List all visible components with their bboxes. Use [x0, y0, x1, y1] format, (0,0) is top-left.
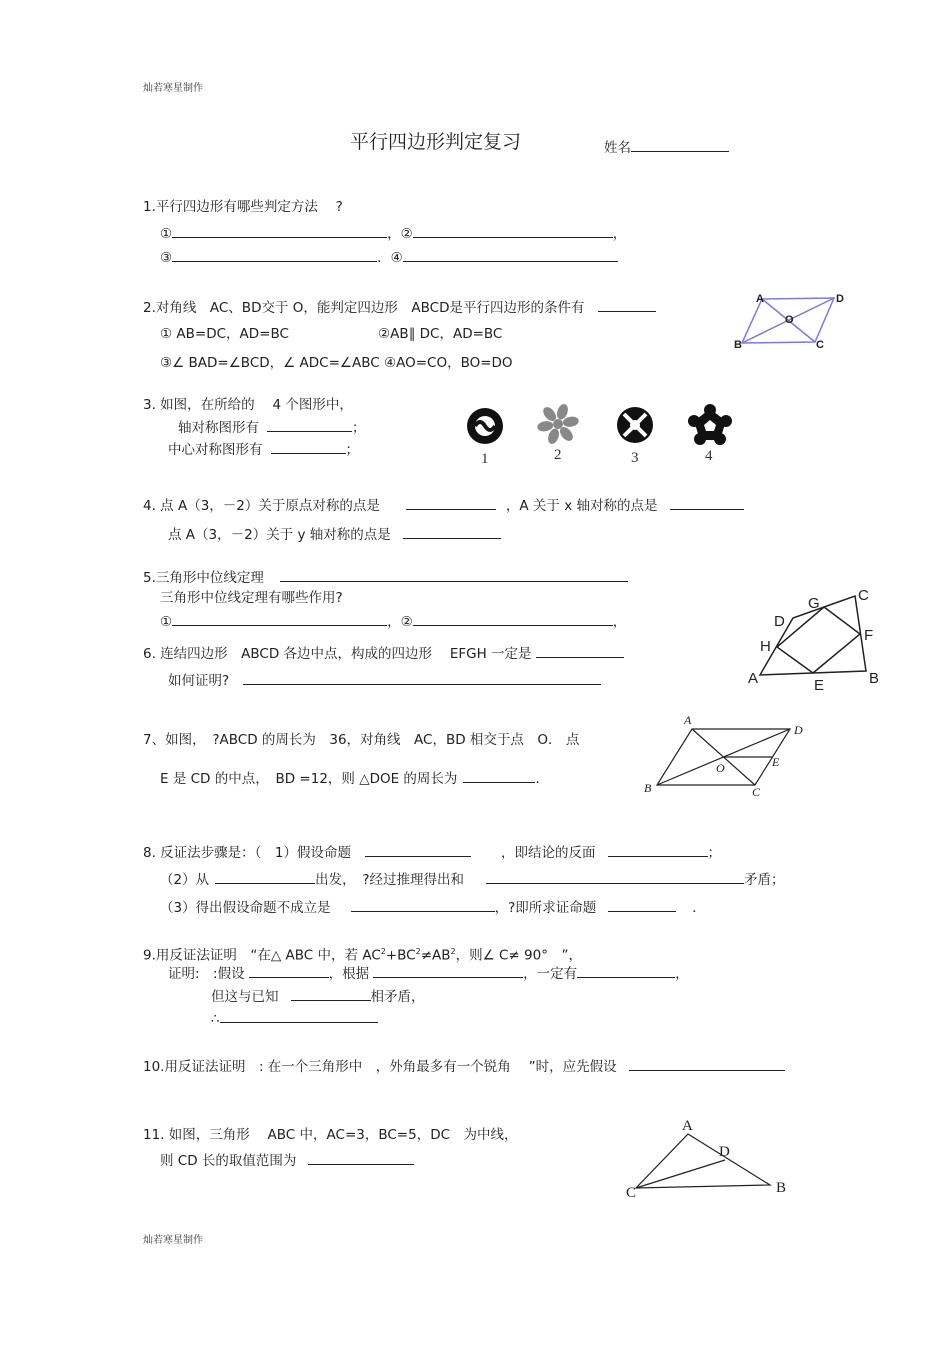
q1-line2: [160, 248, 618, 266]
figure-label-4: 4: [705, 448, 713, 464]
q4-blank3[interactable]: [403, 525, 501, 539]
q9-blank1[interactable]: [249, 964, 329, 978]
q10-blank[interactable]: [629, 1057, 785, 1071]
q6-quadrilateral-figure: [740, 580, 890, 690]
q11-label-b: B: [776, 1180, 787, 1196]
svg-text:B: B: [734, 339, 742, 351]
q4-l2: 点 A（3，－2）关于 y 轴对称的点是: [168, 527, 391, 543]
q11-l2: 则 CD 长的取值范围为: [160, 1153, 297, 1169]
q8-blank2[interactable]: [608, 843, 708, 857]
header-note: 灿若寒星制作: [143, 83, 203, 94]
q9-l4: ∴: [211, 1011, 220, 1027]
q8-l3c: ．: [692, 900, 706, 916]
q2-stem: 2.对角线 AC、BD交于 O，能判定四边形 ABCD是平行四边形的条件有: [143, 300, 585, 316]
figure-1-icon: [467, 408, 503, 444]
q4-mid: ，A 关于 x 轴对称的点是: [505, 498, 658, 514]
q5-stem: 5.三角形中位线定理: [143, 570, 264, 586]
q2-text: [143, 298, 656, 316]
figure-4-icon: [688, 404, 732, 445]
q9-b: +BC: [385, 947, 416, 964]
q8-l2c: 矛盾；: [744, 872, 785, 888]
q3-text: 3. 如图，在所给的 4 个图形中，: [143, 397, 353, 413]
q6-label-e: E: [814, 677, 825, 690]
q7-l2b: ．: [535, 771, 549, 787]
q9-sup3: 2: [450, 947, 456, 956]
svg-text:A: A: [756, 293, 764, 305]
q1-c1: ①: [160, 226, 173, 242]
footer-note: 灿若寒星制作: [143, 1235, 203, 1246]
q8-line2: [160, 870, 785, 888]
figure-label-3: 3: [631, 450, 639, 466]
q3-l2: 中心对称图形有: [168, 442, 263, 458]
q1-blank4[interactable]: [403, 248, 618, 262]
q8-c: ；: [707, 845, 722, 861]
q5-blank2[interactable]: [413, 612, 613, 626]
q9-blank2[interactable]: [373, 964, 523, 978]
q3-semi1: ；: [352, 420, 366, 436]
q8-line3: [160, 898, 706, 916]
q8-l3a: （3）得出假设命题不成立是: [160, 900, 331, 916]
q8-blank3[interactable]: [215, 870, 315, 884]
q4-line2: [168, 525, 501, 543]
name-field[interactable]: [604, 138, 729, 156]
figure-3-icon: [617, 407, 653, 443]
q11-label-a: A: [682, 1118, 693, 1134]
q9-line3: [211, 987, 425, 1005]
q1-c5: ．④: [377, 250, 403, 266]
q9-blank5[interactable]: [220, 1009, 378, 1023]
q2-option1: ① AB=DC，AD=BC: [160, 326, 289, 342]
q3-line2: [168, 440, 359, 458]
q3-semi2: ；: [345, 442, 359, 458]
q6-blank[interactable]: [536, 644, 624, 658]
q8-blank1[interactable]: [365, 843, 471, 857]
q2-option2: ②AB∥ DC，AD=BC: [378, 326, 503, 342]
q7-line1: 7、如图， ?ABCD 的周长为 36，对角线 AC，BD 相交于点 O． 点: [143, 732, 580, 748]
q6-label-g: G: [808, 595, 820, 612]
svg-text:C: C: [816, 339, 824, 351]
q7-label-c: C: [752, 785, 761, 799]
q3-blank2[interactable]: [271, 440, 346, 454]
q2-parallelogram-figure: [732, 290, 852, 352]
q8-blank4[interactable]: [486, 870, 744, 884]
q8-l2b: 出发， ?经过推理得出和: [315, 872, 465, 888]
q4-blank1[interactable]: [406, 496, 496, 510]
q8-b: ，即结论的反面: [501, 845, 596, 861]
q9-l2a: 证明: :假设: [168, 966, 245, 982]
q5-blank[interactable]: [280, 568, 628, 582]
q2-blank[interactable]: [598, 298, 656, 312]
q3-blank1[interactable]: [267, 418, 352, 432]
q9-blank3[interactable]: [577, 964, 675, 978]
figure-label-1: 1: [481, 451, 489, 467]
q9-c: ≠AB: [420, 947, 451, 964]
q3-line1: [178, 418, 366, 436]
q1-c3: ，: [612, 226, 627, 242]
q5-line2: 三角形中位线定理有哪些作用?: [160, 590, 343, 606]
q5-c2: ，②: [387, 614, 413, 630]
q7-label-o: O: [716, 761, 725, 775]
q9-blank4[interactable]: [291, 987, 371, 1001]
q7-line2: [160, 769, 549, 787]
q9-l2d: ，: [675, 966, 689, 982]
q8-blank5[interactable]: [351, 898, 495, 912]
q7-label-d: D: [794, 723, 803, 737]
q8-l3b: ，?即所求证命题: [494, 900, 597, 916]
figure-2-icon: [536, 403, 579, 446]
q6-l2: 如何证明?: [168, 673, 230, 689]
q11-line1: 11. 如图，三角形 ABC 中，AC=3，BC=5，DC 为中线，: [143, 1127, 518, 1143]
q7-label-b: B: [644, 781, 652, 795]
q8-a: 8. 反证法步骤是：（ 1）假设命题: [143, 845, 352, 861]
q6-label-f: F: [864, 627, 874, 644]
q1-line1: [160, 224, 626, 242]
q11-label-c: C: [626, 1185, 637, 1201]
q6-label-a: A: [748, 670, 759, 687]
q9-l2b: ，根据: [328, 966, 370, 982]
q8-l2a: （2）从: [160, 872, 210, 888]
q4-blank2[interactable]: [670, 496, 744, 510]
q2-option34: ③∠ BAD=∠BCD，∠ ADC=∠ABC ④AO=CO，BO=DO: [160, 355, 513, 371]
q6-line1: [143, 644, 624, 662]
q7-label-e: E: [772, 755, 780, 769]
q6-line2: [168, 671, 601, 689]
q1-text: 1.平行四边形有哪些判定方法 ?: [143, 199, 343, 215]
q10-stem: 10.用反证法证明 : 在一个三角形中 ，外角最多有一个锐角 ”时，应先假设: [143, 1059, 617, 1075]
q9-line2: [168, 964, 689, 982]
q8-line1: [143, 843, 721, 861]
q3-l1: 轴对称图形有: [178, 420, 259, 436]
q11-triangle-figure: [620, 1110, 800, 1205]
q7-l2a: E 是 CD 的中点， BD =12，则 △DOE 的周长为: [160, 771, 458, 787]
q6-blank2[interactable]: [243, 671, 601, 685]
q9-sup1: 2: [380, 947, 386, 956]
q4-stem: 4. 点 A（3，－2）关于原点对称的点是: [143, 498, 380, 514]
q6-label-h: H: [760, 638, 771, 655]
q9-l2c: ，一定有: [523, 966, 578, 982]
q3-figures: [460, 400, 740, 468]
q9-sup2: 2: [415, 947, 421, 956]
name-blank[interactable]: [631, 138, 729, 152]
figure-label-2: 2: [554, 447, 562, 463]
svg-text:O: O: [785, 314, 794, 326]
q6-label-b: B: [869, 670, 880, 687]
q11-label-d: D: [719, 1144, 730, 1160]
q7-label-a: A: [684, 713, 692, 727]
name-label: 姓名: [604, 140, 631, 156]
q11-line2: [160, 1151, 414, 1169]
q7-parallelogram-figure: [640, 712, 810, 800]
q6-stem: 6. 连结四边形 ABCD 各边中点，构成的四边形 EFGH 一定是: [143, 646, 532, 662]
q9-line1: [143, 944, 582, 964]
q6-label-c: C: [858, 587, 869, 604]
q11-blank[interactable]: [308, 1151, 414, 1165]
q1-c2: ，②: [387, 226, 413, 242]
q9-line4: [211, 1009, 378, 1027]
q9-l3a: 但这与已知: [211, 989, 279, 1005]
q9-a: 9.用反证法证明 “在△ ABC 中，若 AC: [143, 947, 381, 964]
q5-line1: [143, 568, 628, 586]
q5-blank1[interactable]: [172, 612, 387, 626]
q1-blank1[interactable]: [172, 224, 387, 238]
q9-d: ，则∠ C≠ 90° ”，: [455, 947, 582, 964]
q9-l3b: 相矛盾，: [370, 989, 425, 1005]
q7-blank[interactable]: [463, 769, 535, 783]
q5-c3: ，: [612, 614, 627, 630]
q5-c1: ①: [160, 614, 173, 630]
q1-c4: ③: [160, 250, 173, 266]
svg-text:D: D: [836, 293, 844, 305]
q5-line3: [160, 612, 626, 630]
q8-blank6[interactable]: [608, 898, 676, 912]
q1-blank2[interactable]: [413, 224, 613, 238]
q6-label-d: D: [774, 613, 785, 630]
q10-line: [143, 1057, 785, 1075]
q1-blank3[interactable]: [172, 248, 377, 262]
q4-line1: [143, 496, 744, 514]
page-title: 平行四边形判定复习: [350, 131, 522, 153]
